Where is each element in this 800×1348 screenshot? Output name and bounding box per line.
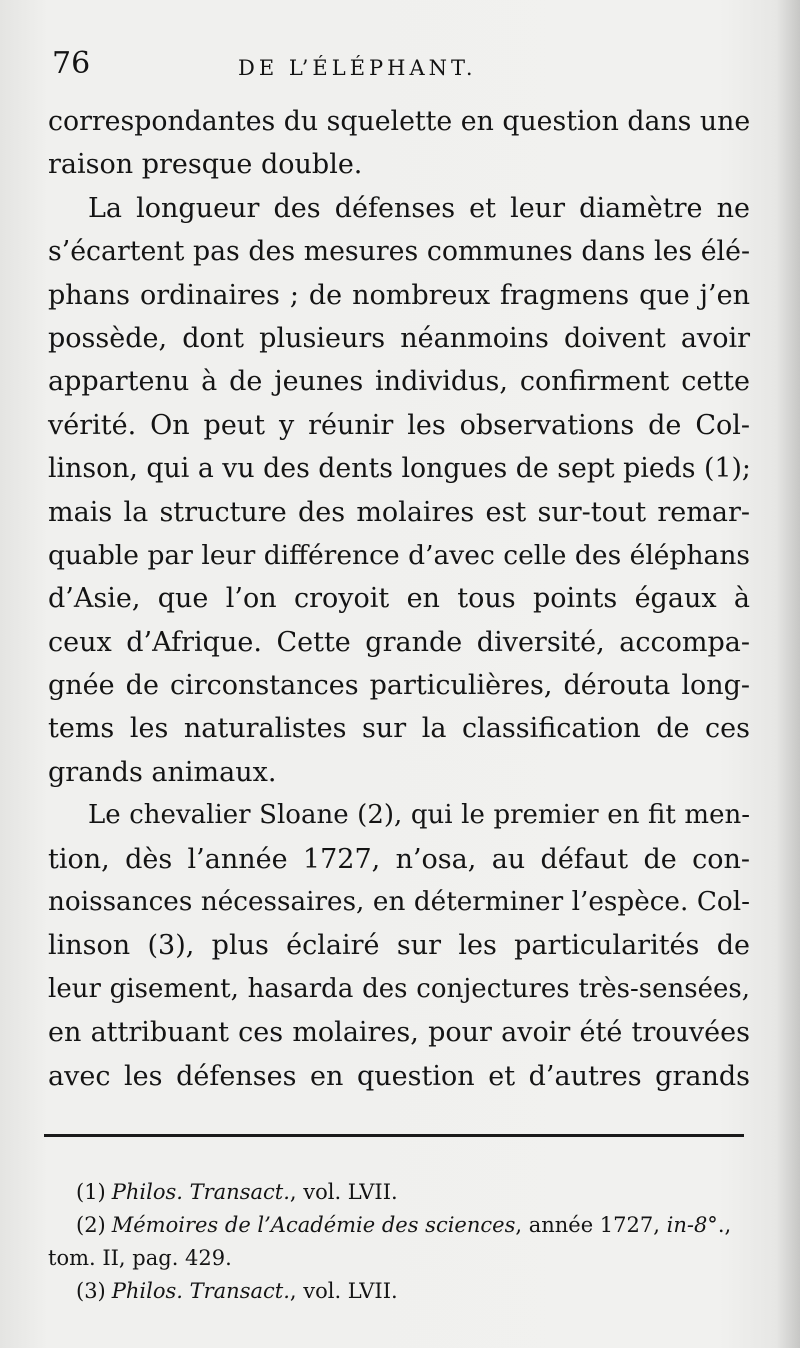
footnote-text: , vol. LVII. <box>289 1180 398 1204</box>
text-line: avec les défenses en question et d’autres grands <box>48 1060 750 1092</box>
footnote-text: ., <box>717 1213 732 1237</box>
text-line: La longueur des défenses et leur diamètre ne <box>88 192 750 224</box>
text-line: tems les naturalistes sur la classification de ces <box>48 713 750 745</box>
text-line: d’Asie, que l’on croyoit en tous points égaux à <box>48 583 750 615</box>
text-line: raison presque double. <box>48 149 363 181</box>
text-line: appartenu à de jeunes individus, confirment cette <box>48 366 750 398</box>
footnote-text: , vol. LVII. <box>289 1279 398 1303</box>
footnote-text: , année 1727, <box>515 1213 667 1237</box>
text-line: linson, qui a vu des dents longues de sept pieds (1); <box>48 453 751 485</box>
footnote-title: Philos. Transact. <box>111 1180 290 1204</box>
text-line: s’écartent pas des mesures communes dans les élé- <box>48 236 750 268</box>
page-number: 76 <box>52 46 91 81</box>
footnote-mark: (2) <box>76 1213 106 1237</box>
text-line: vérité. On peut y réunir les observations de Col- <box>48 409 750 441</box>
text-line: phans ordinaires ; de nombreux fragmens que j’en <box>48 279 750 311</box>
footnote-mark: (3) <box>76 1279 106 1303</box>
footnote-rule <box>44 1134 744 1137</box>
text-line: ceux d’Afrique. Cette grande diversité, accompa- <box>48 626 750 658</box>
footnote-1 <box>76 1176 756 1209</box>
footnote-title: Philos. Transact. <box>111 1279 290 1303</box>
text-line: quable par leur différence d’avec celle des éléphans <box>48 539 750 571</box>
page-header <box>52 44 752 88</box>
text-line: possède, dont plusieurs néanmoins doivent avoir <box>48 322 750 354</box>
footnote-title: Mémoires de l’Académie des sciences <box>111 1213 516 1237</box>
text-line: leur gisement, hasarda des conjectures très-sensées, <box>48 973 750 1004</box>
footnote-2 <box>76 1209 756 1242</box>
text-line: linson (3), plus éclairé sur les particularités de <box>48 930 750 962</box>
footnote-2-continuation: tom. II, pag. 429. <box>48 1246 232 1270</box>
text-line: Le chevalier Sloane (2), qui le premier en fit men- <box>88 800 750 831</box>
footnote-mark: (1) <box>76 1180 106 1204</box>
text-line: mais la structure des molaires est sur-tout remar- <box>48 496 750 528</box>
running-head: DE L’ÉLÉPHANT. <box>238 56 477 80</box>
text-line: correspondantes du squelette en question dans une <box>48 106 751 137</box>
main-text <box>48 100 750 1098</box>
text-line: grands animaux. <box>48 756 277 788</box>
text-line: noissances nécessaires, en déterminer l’espèce. Col- <box>48 887 750 918</box>
footnote-format: in-8° <box>666 1213 718 1237</box>
text-line: en attribuant ces molaires, pour avoir été trouvées <box>48 1017 750 1049</box>
footnotes <box>48 1176 756 1308</box>
text-line: gnée de circonstances particulières, dérouta long- <box>48 670 750 702</box>
page-edge-shadow <box>776 0 800 1348</box>
text-line: tion, dès l’année 1727, n’osa, au défaut de con- <box>48 843 750 875</box>
footnote-3 <box>76 1275 756 1308</box>
